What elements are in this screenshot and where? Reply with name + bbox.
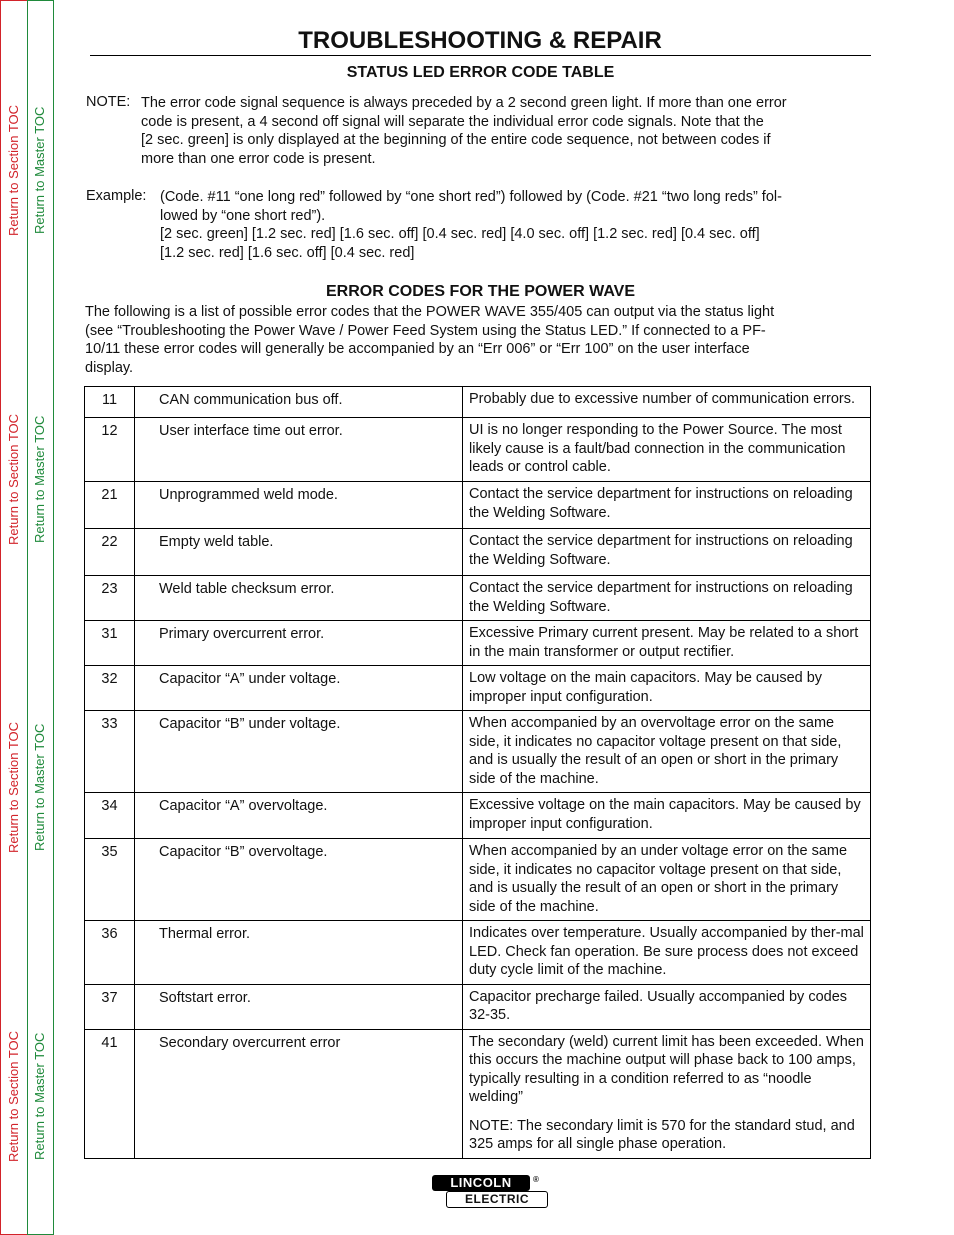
logo-lincoln: LINCOLN xyxy=(432,1175,530,1191)
error-codes-heading: ERROR CODES FOR THE POWER WAVE xyxy=(325,283,636,300)
error-action-text: The secondary (weld) current limit has been exceeded. When this occurs the machine output will phase back to 100 amps, typically resulting in a condition referred to as “noodle welding” xyxy=(469,1033,864,1105)
note-line: code is present, a 4 second off signal will separate the individual error code signals. Note that the xyxy=(141,113,764,130)
error-action-text: When accompanied by an under voltage error on the same side, it indicates no capacitor voltage present on that side, and is usually the result of an open or short in the primary side of the machine. xyxy=(469,843,848,915)
table-row xyxy=(85,711,871,793)
error-action-note: NOTE: The secondary limit is 570 for the standard stud, and 325 amps for all single phase operation. xyxy=(469,1117,855,1152)
table-row xyxy=(85,984,871,1029)
table-row xyxy=(85,666,871,711)
logo-registered-mark: ® xyxy=(533,1175,539,1184)
error-description-cell: Primary overcurrent error. xyxy=(135,621,463,666)
error-code-cell: 23 xyxy=(85,576,135,621)
return-to-master-toc-link[interactable]: Return to Master TOC xyxy=(32,723,47,851)
logo-electric: ELECTRIC xyxy=(446,1191,548,1208)
error-action-text: Low voltage on the main capacitors. May be caused by improper input configuration. xyxy=(469,670,823,705)
error-action-text: Contact the service department for instructions on reloading the Welding Software. xyxy=(469,486,853,521)
table-row xyxy=(85,576,871,621)
return-to-section-toc-link[interactable]: Return to Section TOC xyxy=(6,413,21,545)
error-code-cell: 36 xyxy=(85,921,135,985)
return-to-master-toc-link[interactable]: Return to Master TOC xyxy=(32,415,47,543)
intro-line: 10/11 these error codes will generally be accompanied by an “Err 006” or “Err 100” on the user interface xyxy=(85,341,750,357)
error-description-cell: Capacitor “B” under voltage. xyxy=(135,711,463,793)
error-code-cell: 11 xyxy=(85,387,135,418)
error-code-cell: 34 xyxy=(85,793,135,839)
error-description-cell: Capacitor “A” under voltage. xyxy=(135,666,463,711)
note-line: more than one error code is present. xyxy=(141,150,376,167)
note-label: NOTE: xyxy=(86,94,131,110)
lincoln-electric-logo xyxy=(432,1175,548,1208)
error-code-cell: 41 xyxy=(85,1029,135,1158)
return-to-master-toc-link[interactable]: Return to Master TOC xyxy=(32,106,47,234)
example-line: [1.2 sec. red] [1.6 sec. off] [0.4 sec. red] xyxy=(160,244,415,261)
error-description-cell: Softstart error. xyxy=(135,984,463,1029)
error-code-cell: 22 xyxy=(85,529,135,576)
error-action-text: Excessive Primary current present. May be related to a short in the main transformer or output rectifier. xyxy=(469,625,859,660)
error-action-text: Indicates over temperature. Usually accompanied by ther-mal LED. Check fan operation. Be sure process does not exceed duty cycle limit of the machine. xyxy=(469,925,864,978)
error-code-cell: 37 xyxy=(85,984,135,1029)
table-row xyxy=(85,387,871,418)
table-row xyxy=(85,482,871,529)
intro-line: (see “Troubleshooting the Power Wave / Power Feed System using the Status LED.” If connected to a PF- xyxy=(85,322,766,339)
example-line: lowed by “one short red”). xyxy=(160,207,326,224)
return-to-section-toc-link[interactable]: Return to Section TOC xyxy=(6,104,21,236)
error-action-cell xyxy=(463,529,871,576)
example-label: Example: xyxy=(86,188,147,204)
error-action-cell xyxy=(463,482,871,529)
error-action-text: Contact the service department for instructions on reloading the Welding Software. xyxy=(469,580,853,615)
error-code-cell: 21 xyxy=(85,482,135,529)
error-action-cell xyxy=(463,711,871,793)
error-action-cell xyxy=(463,418,871,482)
intro-line: display. xyxy=(85,359,134,376)
error-action-text: UI is no longer responding to the Power Source. The most likely cause is a fault/bad connection in the communication leads or control cable. xyxy=(469,422,846,475)
note-text xyxy=(141,94,787,168)
return-to-master-toc-link[interactable]: Return to Master TOC xyxy=(32,1032,47,1160)
error-action-text: Excessive voltage on the main capacitors. May be caused by improper input configuration. xyxy=(469,797,861,832)
error-description-cell: Empty weld table. xyxy=(135,529,463,576)
error-action-cell xyxy=(463,793,871,839)
table-row xyxy=(85,621,871,666)
error-action-cell xyxy=(463,666,871,711)
error-description-cell: Thermal error. xyxy=(135,921,463,985)
table-row xyxy=(85,839,871,921)
error-action-cell xyxy=(463,576,871,621)
error-action-text: Capacitor precharge failed. Usually accompanied by codes 32-35. xyxy=(469,988,848,1023)
error-code-cell: 12 xyxy=(85,418,135,482)
error-action-text: Probably due to excessive number of communication errors. xyxy=(469,391,856,407)
page-title: TROUBLESHOOTING & REPAIR xyxy=(298,27,662,54)
error-action-cell xyxy=(463,1029,871,1158)
table-row xyxy=(85,418,871,482)
error-codes-intro xyxy=(85,303,774,377)
note-line: [2 sec. green] is only displayed at the beginning of the entire code sequence, not between codes if xyxy=(141,132,771,148)
example-line: (Code. #11 “one long red” followed by “one short red”) followed by (Code. #21 “two long reds” fol- xyxy=(160,189,782,205)
error-action-cell xyxy=(463,839,871,921)
error-action-cell xyxy=(463,921,871,985)
return-to-section-toc-link[interactable]: Return to Section TOC xyxy=(6,721,21,853)
section-subtitle: STATUS LED ERROR CODE TABLE xyxy=(346,64,615,81)
error-code-table xyxy=(84,386,871,1159)
error-description-cell: Secondary overcurrent error xyxy=(135,1029,463,1158)
example-line: [2 sec. green] [1.2 sec. red] [1.6 sec. off] [0.4 sec. red] [4.0 sec. off] [1.2 sec. red] [0.4 sec. off] xyxy=(160,226,760,242)
note-line: The error code signal sequence is always preceded by a 2 second green light. If more than one error xyxy=(141,95,787,111)
table-row xyxy=(85,529,871,576)
error-code-cell: 32 xyxy=(85,666,135,711)
error-description-cell: Capacitor “A” overvoltage. xyxy=(135,793,463,839)
return-to-section-toc-link[interactable]: Return to Section TOC xyxy=(6,1030,21,1162)
error-action-text: When accompanied by an overvoltage error on the same side, it indicates no capacitor voltage present on that side, and is usually the result of an open or short in the primary side of the machine. xyxy=(469,715,842,787)
error-action-cell xyxy=(463,984,871,1029)
error-description-cell: Capacitor “B” overvoltage. xyxy=(135,839,463,921)
error-action-text: Contact the service department for instructions on reloading the Welding Software. xyxy=(469,533,853,568)
example-text xyxy=(160,188,782,262)
error-description-cell: Weld table checksum error. xyxy=(135,576,463,621)
title-divider xyxy=(90,55,871,56)
intro-line: The following is a list of possible error codes that the POWER WAVE 355/405 can output via the status light xyxy=(85,304,775,320)
error-code-cell: 35 xyxy=(85,839,135,921)
error-code-cell: 33 xyxy=(85,711,135,793)
table-row xyxy=(85,1029,871,1158)
table-row xyxy=(85,921,871,985)
error-description-cell: User interface time out error. xyxy=(135,418,463,482)
error-description-cell: Unprogrammed weld mode. xyxy=(135,482,463,529)
error-action-cell xyxy=(463,621,871,666)
error-code-cell: 31 xyxy=(85,621,135,666)
table-row xyxy=(85,793,871,839)
error-action-cell xyxy=(463,387,871,418)
error-description-cell: CAN communication bus off. xyxy=(135,387,463,418)
